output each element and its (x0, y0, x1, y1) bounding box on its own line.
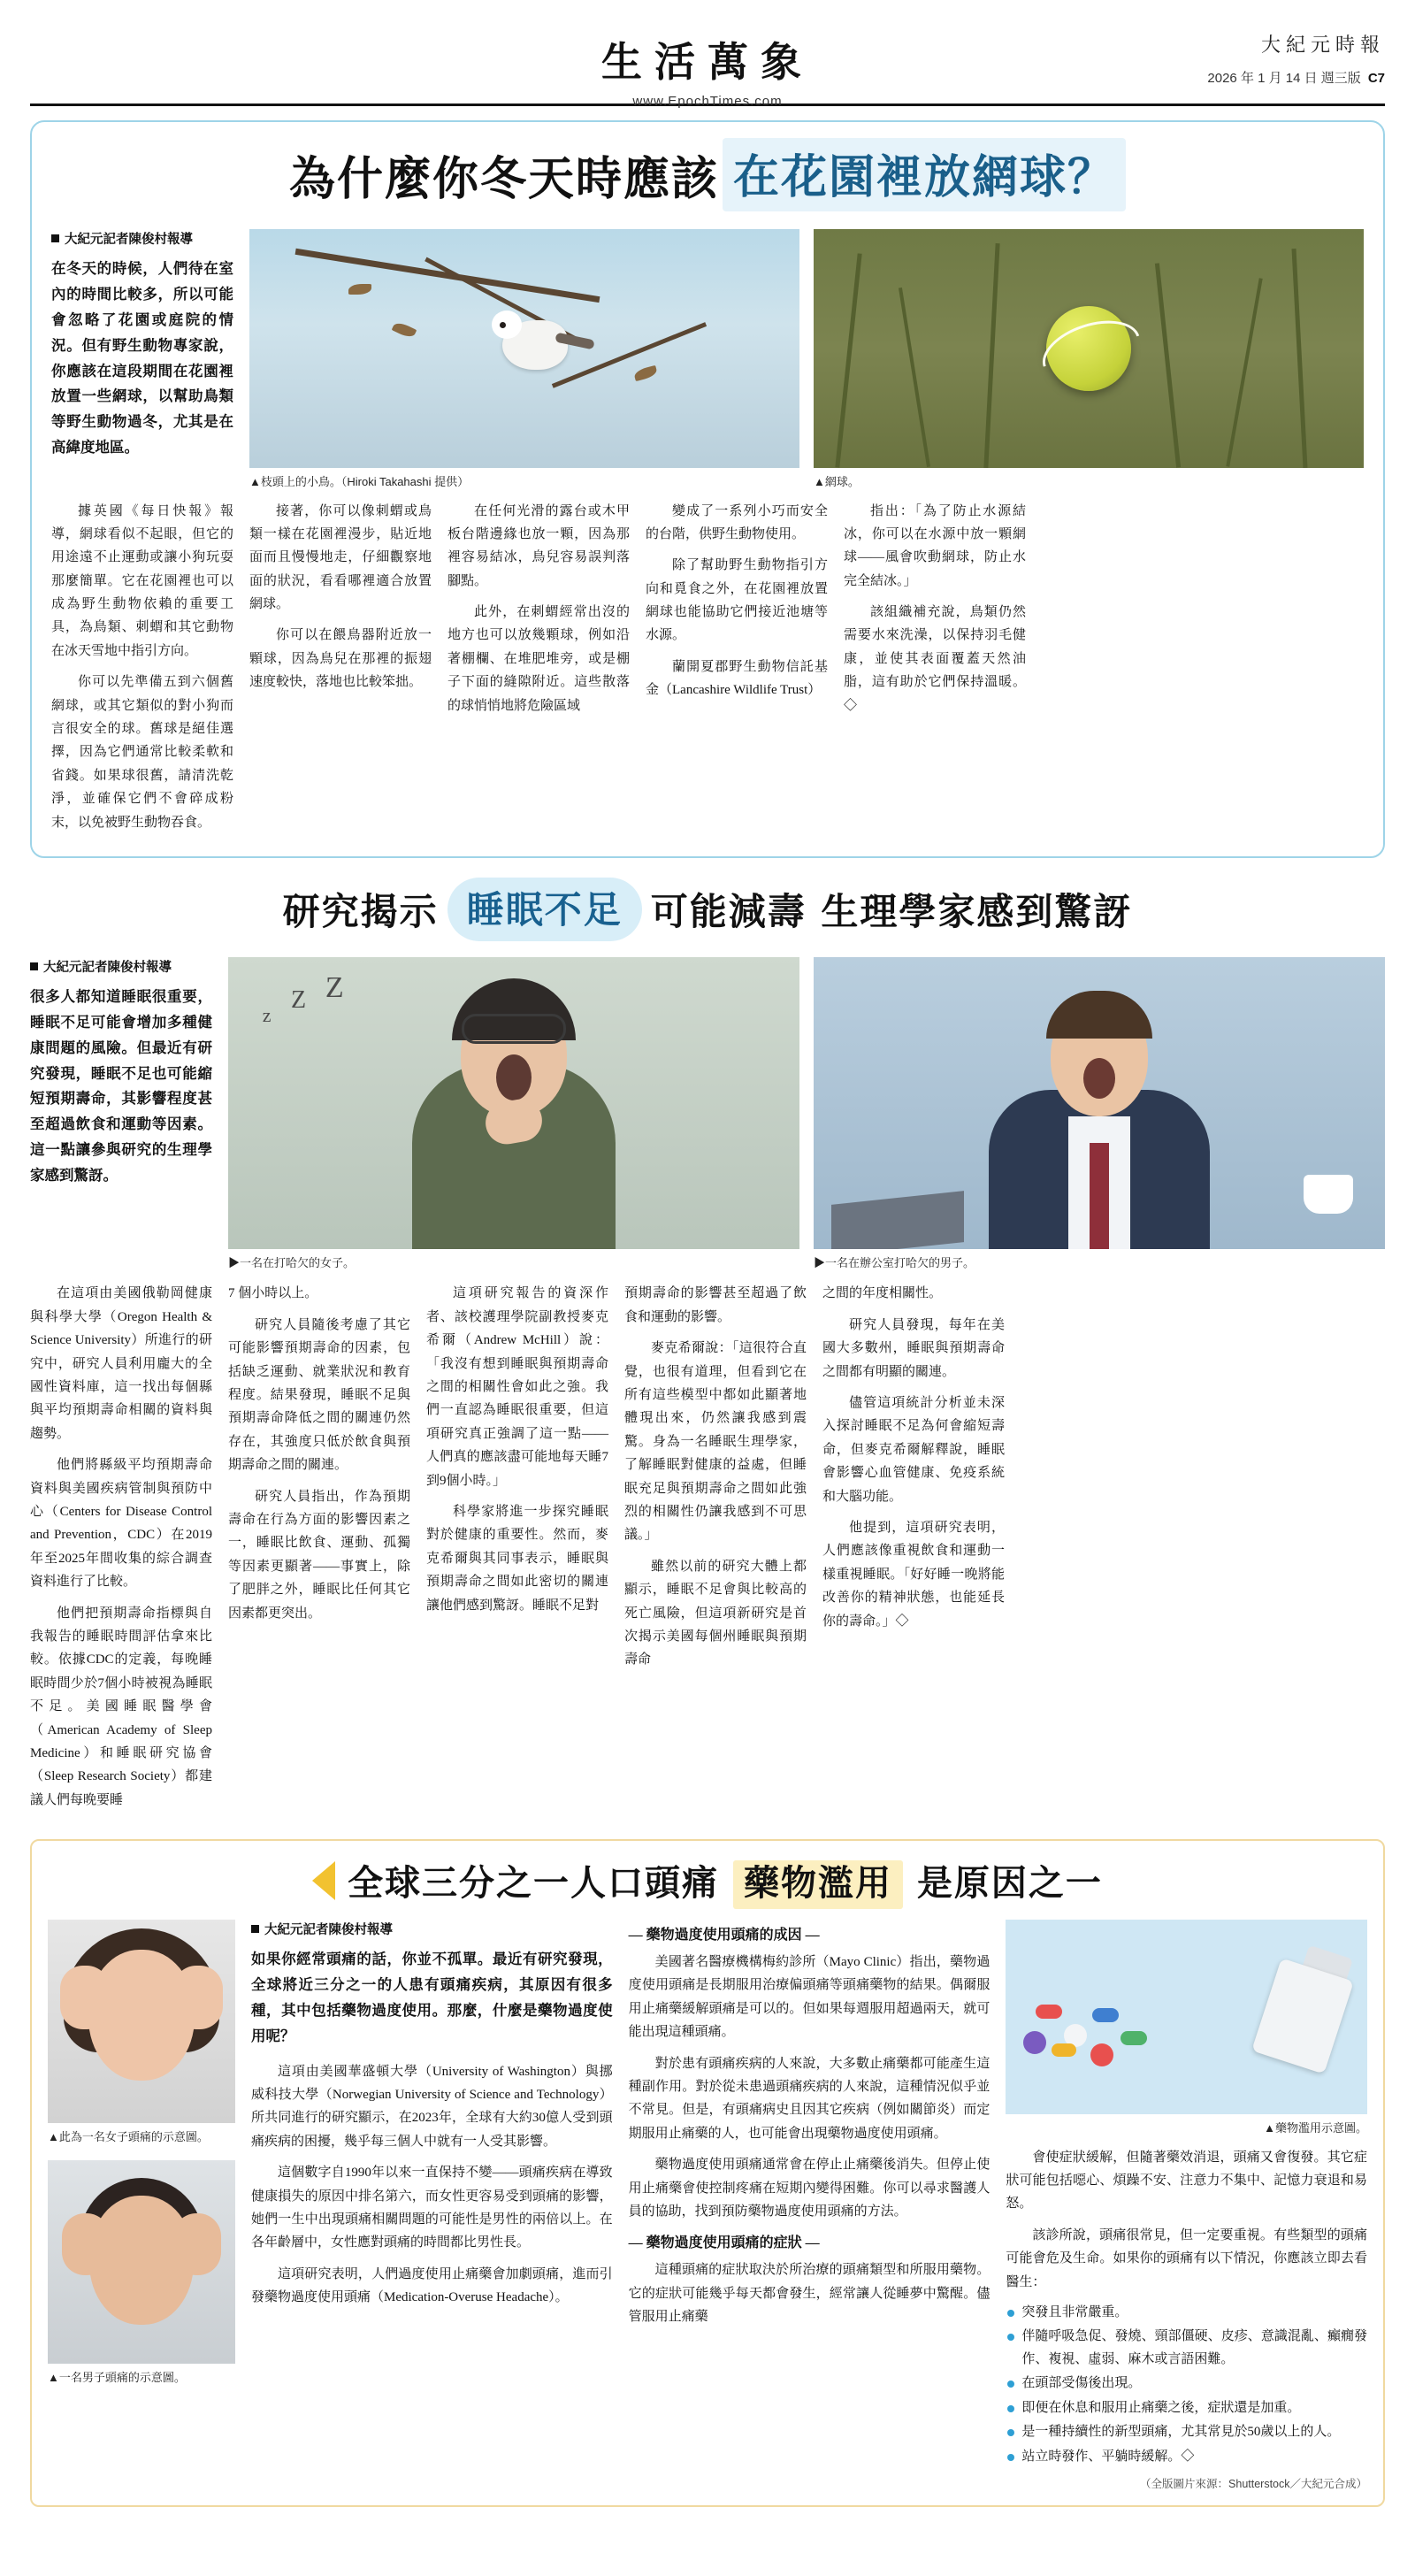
paragraph: 雖然以前的研究大體上都顯示，睡眠不足會與比較高的死亡風險，但這項新研究是首次揭示美國每個州睡眠與預期壽命 (624, 1559, 807, 1668)
article3-headline (48, 1855, 1367, 1905)
article3-byline (251, 1920, 613, 1938)
paragraph: 7 個小時以上。 (228, 1286, 318, 1301)
paragraph: 此外，在刺蝟經常出沒的地方也可以放幾顆球，例如沿著棚欄、在堆肥堆旁，或是棚子下面的縫隙附近。這些散落的球悄悄地將危險區域 (447, 605, 630, 713)
article3-col-2 (629, 1920, 990, 2491)
paragraph: 會使症狀緩解，但隨著藥效消退，頭痛又會復發。其它症狀可能包括噁心、煩躁不安、注意力不集中、記憶力衰退和易怒。 (1006, 2150, 1368, 2212)
photo-man-yawning-office (814, 957, 1385, 1249)
dateline (1207, 68, 1385, 87)
article3-body (48, 1920, 1367, 2491)
article3-subhead-symptoms: ― 藥物過度使用頭痛的症狀 ― (628, 2235, 820, 2251)
article2-headline-p2: 可能減壽 生理學家感到驚訝 (650, 889, 1133, 933)
man-open-mouth (1083, 1058, 1115, 1099)
paragraph: 據英國《每日快報》報導，網球看似不起眼，但它的用途遠不止運動或讓小狗玩耍那麼簡單。它在花園裡也可以成為野生動物依賴的重要工具，為鳥類、刺蝟和其它動物在冰天雪地中指引方向。 (51, 503, 233, 658)
list-item: 突發且非常嚴重。 (1006, 2302, 1367, 2325)
man-tie (1090, 1143, 1109, 1249)
bird-head (492, 310, 522, 339)
photo-bird-on-branch (249, 229, 799, 468)
woman-right-hand (173, 1966, 223, 2029)
article1-col-4 (646, 500, 828, 842)
masthead-right (1207, 30, 1385, 87)
photo-woman-yawning: z Z Z (228, 957, 799, 1249)
article1-byline (51, 229, 233, 248)
paragraph: 除了幫助野生動物指引方向和覓食之外，在花園裡放置網球也能協助它們接近池塘等水源。 (646, 558, 828, 643)
article1-photo-row (249, 229, 1364, 491)
paragraph: 該診所說，頭痛很常見，但一定要重視。有些類型的頭痛可能會危及生命。如果你的頭痛有以下情況，你應該立即去看醫生： (1006, 2227, 1368, 2289)
article1-caption-right: ▲網球。 (814, 475, 860, 488)
laptop (831, 1191, 964, 1249)
article3-lead: 如果你經常頭痛的話，你並不孤單。最近有研究發現，全球將近三分之一的人患有頭痛疾病，其原因有很多種，其中包括藥物過度使用。那麼，什麼是藥物過度使用呢？ (251, 1951, 613, 2044)
man-right-hand (173, 2213, 221, 2275)
article1-byline-text: 大紀元記者陳俊村報導 (65, 233, 193, 247)
article1-top-row (51, 229, 1364, 491)
paragraph: 麥克希爾說：「這很符合直覺，也很有道理，但看到它在所有這些模型中都如此顯著地體現出來，仍然讓我感到震驚。身為一名睡眠生理學家，了解睡眠對健康的益處，但睡眠充足與預期壽命之間如此強烈的相關性仍讓我感到不可思議。」 (624, 1341, 807, 1543)
article3-caption-woman: ▲此為一名女子頭痛的示意圖。 (48, 2130, 209, 2144)
article1-col-5 (844, 500, 1026, 842)
article3-col-3 (1006, 1920, 1367, 2491)
man-left-hand (62, 2213, 110, 2275)
paragraph: 這個數字自1990年以來一直保持不變——頭痛疾病在導致健康損失的原因中排名第六，而女性更容易受到頭痛的影響，她們一生中出現頭痛相關問題的可能性是男性的兩倍以上。在各年齡層中，女性應對頭痛的時間都比男性長。 (251, 2166, 613, 2250)
article3-headline-p2: 是原因之一 (916, 1862, 1103, 1905)
paragraph: 他們把預期壽命指標與自我報告的睡眠時間評估拿來比較。依據CDC的定義，每晚睡眠時間少於7個小時被視為睡眠不足。美國睡眠醫學會（American Academy of Sleep Medicine）和睡眠研究協會（Sleep Research Society）都建議人們每晚要睡 (30, 1606, 212, 1807)
paragraph: 他們將縣級平均預期壽命資料與美國疾病管制與預防中心（Centers for Disease Control and Prevention，CDC）在2019年至2025年間收集的綜合調查資料進行了比較。 (30, 1458, 212, 1590)
paragraph: 他提到，這項研究表明，人們應該像重視飲食和運動一樣重視睡眠。「好好睡一晚將能改善你的精神狀態，也能延長你的壽命。」◇ (822, 1520, 1005, 1629)
paragraph: 在這項由美國俄勒岡健康與科學大學（Oregon Health & Science University）所進行的研究中，研究人員利用龐大的全國性資料庫，這一找出每個縣與平均預期壽命相關的資料與趨勢。 (30, 1286, 212, 1441)
article1-text-columns (51, 500, 1364, 842)
man-hair (1046, 991, 1152, 1039)
glasses-icon (462, 1014, 566, 1044)
paragraph: 這種頭痛的症狀取決於所治療的頭痛類型和所服用藥物。它的症狀可能幾乎每天都會發生，經常讓人從睡夢中驚醒。儘管服用止痛藥 (628, 2263, 990, 2325)
paragraph: 這項研究報告的資深作者、該校護理學院副教授麥克希爾（Andrew McHill）說：「我沒有想到睡眠與預期壽命之間的相關性會如此之強。我們一直認為睡眠很重要，但這項研究真正強調了這一點——人們真的應該盡可能地每天睡7到9個小時。」 (426, 1286, 608, 1488)
warning-signs-list (1006, 2302, 1367, 2469)
paragraph: 在任何光滑的露台或木甲板台階邊緣也放一顆，因為那裡容易結冰，鳥兒容易誤判落腳點。 (447, 503, 630, 588)
paragraph: 指出：「為了防止水源結冰，你可以在水源中放一顆網球——風會吹動網球，防止水完全結冰。」 (844, 503, 1026, 588)
woman-open-mouth (496, 1054, 532, 1100)
article1-lead-column (51, 229, 233, 491)
article1-col-2 (249, 500, 432, 842)
article1-headline-highlight: 在花園裡放網球？ (723, 138, 1126, 211)
list-item: 站立時發作、平躺時緩解。◇ (1006, 2446, 1367, 2469)
paragraph: 預期壽命的影響甚至超過了飲食和運動的影響。 (624, 1286, 807, 1324)
paragraph: 變成了一系列小巧而安全的台階，供野生動物使用。 (646, 503, 828, 541)
paragraph: 研究人員隨後考慮了其它可能影響預期壽命的因素，包括缺乏運動、就業狀況和教育程度。結果發現，睡眠不足與預期壽命降低之間的關連仍然存在，其強度只低於飲食與預期壽命之間的關連。 (228, 1317, 410, 1473)
paragraph: 藥物過度使用頭痛通常會在停止止痛藥後消失。但停止使用止痛藥會使控制疼痛在短期內變得困難。你可以尋求醫護人員的協助，找到預防藥物過度使用頭痛的方法。 (628, 2158, 990, 2219)
article2-photo-row (228, 957, 1385, 1272)
list-item: 是一種持續性的新型頭痛，尤其常見於50歲以上的人。 (1006, 2421, 1367, 2444)
coffee-cup (1304, 1175, 1353, 1214)
paragraph: 你可以在餵鳥器附近放一顆球，因為鳥兒在那裡的振翅速度較快，落地也比較笨拙。 (249, 628, 432, 690)
paragraph: 研究人員發現，每年在美國大多數州，睡眠與預期壽命之間都有明顯的關連。 (822, 1317, 1005, 1379)
website-url: www.EpochTimes.com (632, 94, 783, 109)
paragraph: 你可以先準備五到六個舊網球，或其它類似的對小狗而言很安全的球。舊球是絕佳選擇，因為它們通常比較柔軟和省錢。如果球很舊，請清洗乾淨，並確保它們不會碎成粉末，以免被野生動物吞食。 (51, 675, 233, 830)
paragraph: 儘管這項統計分析並未深入探討睡眠不足為何會縮短壽命，但麥克希爾解釋說，睡眠會影響心血管健康、免疫系統和大腦功能。 (822, 1396, 1005, 1504)
paragraph: 對於患有頭痛疾病的人來說，大多數止痛藥都可能產生這種副作用。對於從未患過頭痛疾病的人來說，這種情況似乎並不常見。但是，有頭痛病史且因其它疾病（例如關節炎）而定期服用止痛藥的人，也可能會出現藥物過度使用頭痛。 (628, 2056, 990, 2141)
page-title: 生活萬象 (601, 38, 814, 86)
arrow-left-icon (312, 1861, 335, 1900)
masthead-center (30, 25, 1385, 109)
list-item: 即便在休息和服用止痛藥之後，症狀還是加重。 (1006, 2397, 1367, 2420)
paragraph: 研究人員指出，作為預期壽命在行為方面的影響因素之一，睡眠比飲食、運動、孤獨等因素更顯著——事實上，除了肥胖之外，睡眠比任何其它因素都更突出。 (228, 1489, 410, 1621)
photo-tennis-ball-on-grass (814, 229, 1364, 468)
article1-headline-main: 為什麼你冬天時應該 (288, 152, 719, 206)
list-item: 伴隨呼吸急促、發燒、頸部僵硬、皮疹、意識混亂、癲癇發作、複視、虛弱、麻木或言語困難。 (1006, 2326, 1367, 2371)
woman-left-hand (60, 1966, 110, 2029)
paragraph: 這項研究表明，人們過度使用止痛藥會加劇頭痛，進而引發藥物過度使用頭痛（Medication-Overuse Headache）。 (251, 2266, 613, 2305)
article1-col-1 (51, 500, 233, 842)
article2-headline (30, 878, 1385, 941)
article-sleep-lifespan (30, 878, 1385, 1820)
paragraph: 美國著名醫療機構梅約診所（Mayo Clinic）指出，藥物過度使用頭痛是長期服用治療偏頭痛等頭痛藥物的結果。偶爾服用止痛藥緩解頭痛是可以的。但如果每週服用超過兩天，就可能出現這種頭痛。 (628, 1955, 990, 2040)
article2-byline (30, 957, 212, 976)
article3-col-1 (251, 1920, 613, 2491)
article2-headline-highlight: 睡眠不足 (447, 878, 642, 941)
brand-name: 大紀元時報 (1260, 34, 1385, 57)
article1-col-3 (447, 500, 630, 842)
article2-lead: 很多人都知道睡眠很重要，睡眠不足可能會增加多種健康問題的風險。但最近有研究發現，睡眠不足也可能縮短預期壽命，其影響程度甚至超過飲食和運動等因素。這一點讓參與研究的生理學家感到驚訝。 (30, 987, 212, 1184)
paragraph: 該組織補充說，鳥類仍然需要水來洗澡，以保持羽毛健康，並使其表面覆蓋天然油脂，這有助於它們保持溫暖。◇ (844, 605, 1026, 713)
article3-headline-p1: 全球三分之一人口頭痛 (348, 1862, 720, 1905)
article3-caption-man: ▲一名男子頭痛的示意圖。 (48, 2370, 186, 2384)
article1-headline (51, 138, 1364, 211)
article1-lead: 在冬天的時候，人們待在室內的時間比較多，所以可能會忽略了花園或庭院的情況。但有野生動物專家說，你應該在這段期間在花園裡放置一些網球，以幫助鳥類等野生動物過冬，尤其是在高緯度地區。 (51, 260, 233, 456)
paragraph: 這項由美國華盛頓大學（University of Washington）與挪威科技大學（Norwegian University of Science and Technology）所共同進行的研究顯示，在2023年，全球有大約30億人受到頭痛疾病的困擾，幾乎每三個人中就有一人受其影響。 (251, 2064, 613, 2149)
article3-caption-pills: ▲藥物濫用示意圖。 (1264, 2121, 1368, 2135)
byline-marker-icon (51, 234, 59, 242)
photo-credit: （全版圖片來源：Shutterstock／大紀元合成） (1140, 2478, 1368, 2491)
article-garden-tennis-balls (30, 120, 1385, 858)
article2-text-columns (30, 1282, 1385, 1820)
article3-headline-text (348, 1855, 1103, 1905)
article-headache-medication-overuse (30, 1839, 1385, 2507)
page-number: C7 (1367, 71, 1385, 86)
article2-headline-p1: 研究揭示 (282, 889, 439, 933)
article1-caption-left: ▲枝頭上的小鳥。（Hiroki Takahashi 提供） (249, 475, 470, 488)
paragraph: 科學家將進一步探究睡眠對於健康的重要性。然而，麥克希爾與其同事表示，睡眠與預期壽命之間如此密切的關連讓他們感到驚訝。睡眠不足對 (426, 1504, 608, 1613)
byline-marker-icon (30, 962, 38, 970)
article2-byline-text: 大紀元記者陳俊村報導 (43, 960, 172, 975)
article3-text-columns (251, 1920, 1367, 2491)
article2-col-4 (624, 1282, 807, 1820)
article1-photo-right-wrap (814, 229, 1364, 491)
article2-col-3 (426, 1282, 608, 1820)
article2-caption-left: ▶一名在打哈欠的女子。 (228, 1255, 356, 1269)
article2-col-5 (822, 1282, 1005, 1820)
article2-lead-column (30, 957, 212, 1272)
byline-marker-icon (251, 1925, 259, 1933)
article2-photo-right-wrap (814, 957, 1385, 1272)
list-item: 在頭部受傷後出現。 (1006, 2373, 1367, 2396)
photo-pills-overuse (1006, 1920, 1367, 2114)
article3-byline-text: 大紀元記者陳俊村報導 (264, 1923, 393, 1938)
article2-top-row (30, 957, 1385, 1272)
article2-col-1 (30, 1282, 212, 1820)
photo-woman-headache (48, 1920, 235, 2123)
tennis-ball (1046, 306, 1131, 391)
article3-headline-highlight: 藥物濫用 (733, 1860, 903, 1909)
article2-caption-right: ▶一名在辦公室打哈欠的男子。 (814, 1255, 975, 1269)
paragraph: 接著，你可以像刺蝟或鳥類一樣在花園裡漫步，貼近地面而且慢慢地走，仔細觀察地面的狀況，看看哪裡適合放置網球。 (249, 503, 432, 612)
article2-col-2 (228, 1282, 410, 1820)
photo-man-headache (48, 2160, 235, 2364)
date-text: 2026 年 1 月 14 日 週三版 (1207, 71, 1361, 86)
article1-photo-left-wrap (249, 229, 799, 491)
article3-photo-column (48, 1920, 235, 2491)
masthead (30, 25, 1385, 109)
paragraph: 蘭開夏郡野生動物信託基金（Lancashire Wildlife Trust） (646, 659, 828, 698)
paragraph: 之間的年度相關性。 (822, 1286, 943, 1301)
article3-subhead-causes: ― 藥物過度使用頭痛的成因 ― (628, 1928, 820, 1944)
article2-photo-left-wrap (228, 957, 799, 1272)
